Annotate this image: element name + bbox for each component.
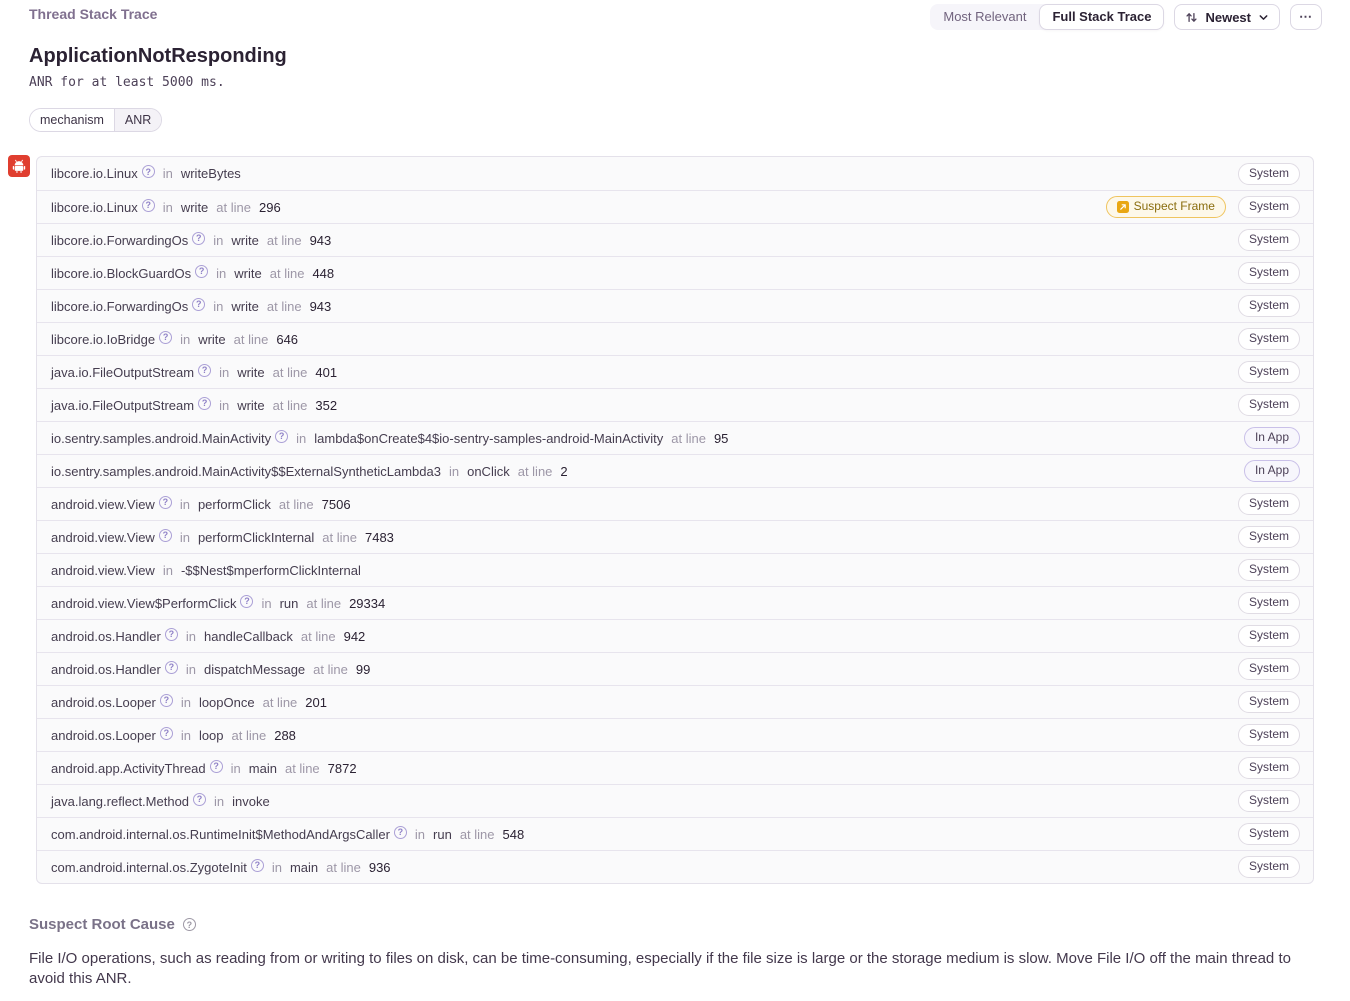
frame-badges bbox=[1238, 361, 1300, 383]
stack-frame-row[interactable] bbox=[37, 223, 1313, 256]
frame-line-number: 548 bbox=[502, 826, 525, 842]
frame-badges bbox=[1106, 196, 1300, 218]
stack-frame-row[interactable] bbox=[37, 685, 1313, 718]
frame-badges bbox=[1238, 262, 1300, 284]
stack-trace-section bbox=[36, 156, 1314, 884]
frame-info bbox=[51, 596, 385, 611]
frame-info bbox=[51, 233, 331, 248]
frame-line-number: 2 bbox=[560, 463, 568, 479]
at-line-label: at line bbox=[517, 463, 553, 479]
stack-frame-row[interactable] bbox=[37, 784, 1313, 817]
help-icon[interactable]: ? bbox=[275, 430, 288, 443]
frame-line-number: 99 bbox=[355, 661, 371, 677]
frame-module: libcore.io.BlockGuardOs bbox=[51, 265, 192, 281]
frame-badges bbox=[1238, 592, 1300, 614]
frame-function: handleCallback bbox=[203, 628, 293, 644]
help-icon[interactable]: ? bbox=[160, 727, 173, 740]
in-label: in bbox=[179, 496, 190, 512]
system-badge: System bbox=[1238, 196, 1300, 218]
stack-frame-row[interactable] bbox=[37, 553, 1313, 586]
frame-function: lambda$onCreate$4$io-sentry-samples-android-MainActivity bbox=[314, 430, 664, 446]
frame-badges bbox=[1238, 823, 1300, 845]
frame-function: invoke bbox=[232, 793, 270, 809]
help-icon[interactable]: ? bbox=[183, 918, 196, 931]
system-badge: System bbox=[1238, 790, 1300, 812]
frame-badges bbox=[1238, 493, 1300, 515]
frame-function: -$$Nest$mperformClickInternal bbox=[180, 562, 361, 578]
frame-module: android.os.Handler bbox=[51, 661, 161, 677]
system-badge: System bbox=[1238, 592, 1300, 614]
help-icon[interactable]: ? bbox=[240, 595, 253, 608]
frame-info bbox=[51, 464, 568, 479]
help-icon[interactable]: ? bbox=[165, 661, 178, 674]
at-line-label: at line bbox=[231, 727, 267, 743]
section-label: Thread Stack Trace bbox=[29, 6, 158, 22]
at-line-label: at line bbox=[272, 364, 308, 380]
frame-badges bbox=[1238, 625, 1300, 647]
stack-frame-row[interactable] bbox=[37, 388, 1313, 421]
at-line-label: at line bbox=[306, 595, 342, 611]
frame-info bbox=[51, 827, 524, 842]
tab-most-relevant[interactable]: Most Relevant bbox=[943, 9, 1027, 24]
help-icon[interactable]: ? bbox=[195, 265, 208, 278]
frame-line-number: 296 bbox=[259, 199, 281, 215]
at-line-label: at line bbox=[300, 628, 336, 644]
frame-badges bbox=[1238, 691, 1300, 713]
system-badge: System bbox=[1238, 658, 1300, 680]
tag-mechanism[interactable] bbox=[29, 108, 162, 132]
in-label: in bbox=[219, 397, 230, 413]
frame-info bbox=[51, 629, 365, 644]
frame-line-number: 352 bbox=[315, 397, 338, 413]
frame-badges bbox=[1238, 526, 1300, 548]
issue-title: ApplicationNotResponding bbox=[29, 45, 287, 67]
frame-info bbox=[51, 530, 394, 545]
frame-line-number: 943 bbox=[309, 232, 332, 248]
frame-function: write bbox=[231, 298, 259, 314]
frame-line-number: 401 bbox=[315, 364, 338, 380]
help-icon[interactable]: ? bbox=[394, 826, 407, 839]
stack-frame-row[interactable] bbox=[37, 322, 1313, 355]
help-icon[interactable]: ? bbox=[159, 529, 172, 542]
in-label: in bbox=[213, 232, 224, 248]
issue-header bbox=[0, 45, 1350, 132]
at-line-label: at line bbox=[313, 661, 348, 677]
frame-module: libcore.io.Linux bbox=[51, 166, 138, 181]
at-line-label: at line bbox=[266, 232, 302, 248]
tab-full-stack-trace[interactable]: Full Stack Trace bbox=[1039, 4, 1164, 30]
tags-row bbox=[29, 108, 1321, 132]
frame-badges bbox=[1238, 559, 1300, 581]
frame-function: onClick bbox=[467, 463, 510, 479]
frame-badges bbox=[1238, 394, 1300, 416]
topbar-controls bbox=[930, 4, 1322, 30]
in-label: in bbox=[180, 727, 191, 743]
frame-line-number: 7506 bbox=[321, 496, 351, 512]
frame-module: android.os.Looper bbox=[51, 694, 156, 710]
frame-line-number: 7483 bbox=[364, 529, 394, 545]
frame-module: java.io.FileOutputStream bbox=[51, 397, 195, 413]
frame-function: dispatchMessage bbox=[203, 661, 306, 677]
help-icon[interactable]: ? bbox=[165, 628, 178, 641]
help-icon[interactable]: ? bbox=[193, 793, 206, 806]
frame-info bbox=[51, 299, 331, 314]
at-line-label: at line bbox=[326, 859, 361, 875]
help-icon[interactable]: ? bbox=[198, 364, 211, 377]
suspect-root-cause-text: File I/O operations, such as reading from or writing to files on disk, can be time-consuming, especially if the file size is large or the storage medium is slow. Move File I/O off the main thread to avoid this ANR. bbox=[29, 950, 1291, 987]
frame-module: java.lang.reflect.Method bbox=[51, 793, 190, 809]
frame-module: libcore.io.ForwardingOs bbox=[51, 232, 189, 248]
frame-info bbox=[51, 860, 391, 875]
frame-module: io.sentry.samples.android.MainActivity bbox=[51, 430, 272, 446]
frame-line-number: 201 bbox=[305, 694, 327, 710]
system-badge: System bbox=[1238, 394, 1300, 416]
frame-badges bbox=[1238, 757, 1300, 779]
in-label: in bbox=[180, 331, 191, 347]
frame-module: android.view.View$PerformClick bbox=[51, 595, 237, 611]
frame-info bbox=[51, 563, 361, 578]
frame-line-number: 936 bbox=[368, 859, 391, 875]
stack-frame-row[interactable] bbox=[37, 289, 1313, 322]
stack-frame-row[interactable] bbox=[37, 619, 1313, 652]
help-icon[interactable]: ? bbox=[251, 859, 264, 872]
in-label: in bbox=[180, 694, 191, 710]
frame-function: main bbox=[248, 760, 277, 776]
in-label: in bbox=[261, 595, 272, 611]
stack-frame-row[interactable] bbox=[37, 586, 1313, 619]
frame-line-number: 943 bbox=[309, 298, 332, 314]
suspect-frame-badge[interactable] bbox=[1106, 196, 1226, 218]
frame-function: performClickInternal bbox=[197, 529, 315, 545]
in-label: in bbox=[230, 760, 241, 776]
frame-info bbox=[51, 200, 281, 215]
stack-frame-row[interactable] bbox=[37, 487, 1313, 520]
stack-frame-row[interactable] bbox=[37, 256, 1313, 289]
sort-dropdown-label: Newest bbox=[1205, 9, 1251, 25]
system-badge: System bbox=[1238, 493, 1300, 515]
in-label: in bbox=[219, 364, 230, 380]
heading-label: Suspect Root Cause bbox=[29, 916, 175, 933]
frame-function: write bbox=[234, 265, 262, 281]
frame-function: write bbox=[237, 364, 265, 380]
in-label: in bbox=[216, 265, 227, 281]
in-label: in bbox=[448, 463, 460, 479]
sort-arrows-icon bbox=[1185, 11, 1198, 24]
system-badge: System bbox=[1238, 229, 1300, 251]
frame-badges bbox=[1238, 295, 1300, 317]
in-label: in bbox=[214, 793, 225, 809]
suspect-root-cause-heading bbox=[29, 916, 1321, 933]
frame-function: main bbox=[289, 859, 319, 875]
frame-badges bbox=[1238, 229, 1300, 251]
stack-frame-row[interactable] bbox=[37, 190, 1313, 223]
view-segmented-control bbox=[930, 4, 1164, 30]
at-line-label: at line bbox=[322, 529, 357, 545]
suspect-frame-label: Suspect Frame bbox=[1133, 199, 1215, 213]
tag-key: mechanism bbox=[30, 109, 114, 131]
in-label: in bbox=[271, 859, 282, 875]
frame-module: com.android.internal.os.ZygoteInit bbox=[51, 859, 247, 875]
chevron-down-icon bbox=[1258, 12, 1269, 23]
at-line-label: at line bbox=[266, 298, 302, 314]
stack-frame-row[interactable] bbox=[37, 355, 1313, 388]
frame-info bbox=[51, 695, 327, 710]
frame-info bbox=[51, 794, 270, 809]
frame-function: write bbox=[198, 331, 226, 347]
stack-trace-table bbox=[36, 156, 1314, 884]
system-badge: System bbox=[1238, 559, 1300, 581]
frame-function: performClick bbox=[197, 496, 271, 512]
frame-info bbox=[51, 431, 728, 446]
frame-module: android.app.ActivityThread bbox=[51, 760, 206, 776]
frame-function: write bbox=[237, 397, 265, 413]
system-badge: System bbox=[1238, 625, 1300, 647]
in-label: in bbox=[179, 529, 190, 545]
stack-frame-row[interactable] bbox=[37, 718, 1313, 751]
frame-info bbox=[51, 332, 298, 347]
at-line-label: at line bbox=[233, 331, 269, 347]
topbar bbox=[0, 0, 1350, 30]
system-badge: System bbox=[1238, 526, 1300, 548]
in-label: in bbox=[185, 628, 196, 644]
frame-module: com.android.internal.os.RuntimeInit$MethodAndArgsCaller bbox=[51, 826, 390, 842]
in-app-badge: In App bbox=[1244, 460, 1300, 482]
stack-frame-row[interactable] bbox=[37, 817, 1313, 850]
frame-module: libcore.io.ForwardingOs bbox=[51, 298, 189, 314]
frame-info bbox=[51, 166, 241, 181]
frame-function: loopOnce bbox=[198, 694, 255, 710]
frame-function: loop bbox=[198, 727, 224, 743]
frame-line-number: 942 bbox=[343, 628, 366, 644]
help-icon[interactable]: ? bbox=[192, 298, 205, 311]
stack-frame-row[interactable] bbox=[37, 157, 1313, 190]
system-badge: System bbox=[1238, 328, 1300, 350]
stack-frame-row[interactable] bbox=[37, 454, 1313, 487]
system-badge: System bbox=[1238, 691, 1300, 713]
frame-module: android.view.View bbox=[51, 562, 155, 578]
at-line-label: at line bbox=[459, 826, 495, 842]
frame-line-number: 448 bbox=[312, 265, 335, 281]
system-badge: System bbox=[1238, 262, 1300, 284]
in-label: in bbox=[162, 199, 173, 215]
stack-frame-row[interactable] bbox=[37, 520, 1313, 553]
frame-info bbox=[51, 728, 296, 743]
at-line-label: at line bbox=[284, 760, 320, 776]
frame-badges bbox=[1238, 856, 1300, 878]
stack-frame-row[interactable] bbox=[37, 652, 1313, 685]
frame-line-number: 288 bbox=[274, 727, 296, 743]
at-line-label: at line bbox=[278, 496, 314, 512]
stack-frame-row[interactable] bbox=[37, 850, 1313, 883]
suspect-root-cause-section bbox=[0, 916, 1350, 989]
frame-info bbox=[51, 365, 337, 380]
frame-badges bbox=[1238, 163, 1300, 185]
external-link-icon bbox=[1117, 201, 1129, 213]
frame-module: libcore.io.Linux bbox=[51, 199, 138, 215]
frame-function: run bbox=[433, 826, 452, 842]
frame-badges bbox=[1238, 328, 1300, 350]
frame-function: writeBytes bbox=[180, 166, 241, 181]
frame-module: android.os.Handler bbox=[51, 628, 161, 644]
frame-info bbox=[51, 761, 357, 776]
frame-function: write bbox=[180, 199, 209, 215]
frame-badges bbox=[1238, 658, 1300, 680]
frame-info bbox=[51, 497, 351, 512]
frame-module: android.view.View bbox=[51, 529, 155, 545]
frame-module: io.sentry.samples.android.MainActivity$$ExternalSyntheticLambda3 bbox=[51, 463, 441, 479]
at-line-label: at line bbox=[262, 694, 298, 710]
system-badge: System bbox=[1238, 757, 1300, 779]
more-options-button[interactable]: ⋯ bbox=[1290, 4, 1322, 30]
in-label: in bbox=[185, 661, 196, 677]
help-icon[interactable]: ? bbox=[142, 165, 155, 178]
system-badge: System bbox=[1238, 823, 1300, 845]
frame-module: android.os.Looper bbox=[51, 727, 156, 743]
system-badge: System bbox=[1238, 163, 1300, 185]
stack-frame-row[interactable] bbox=[37, 751, 1313, 784]
sort-dropdown[interactable] bbox=[1174, 4, 1280, 30]
system-badge: System bbox=[1238, 856, 1300, 878]
at-line-label: at line bbox=[269, 265, 305, 281]
help-icon[interactable]: ? bbox=[160, 694, 173, 707]
stack-frame-row[interactable] bbox=[37, 421, 1313, 454]
android-platform-icon bbox=[8, 155, 30, 177]
in-label: in bbox=[162, 562, 173, 578]
frame-info bbox=[51, 266, 334, 281]
system-badge: System bbox=[1238, 361, 1300, 383]
in-label: in bbox=[213, 298, 224, 314]
at-line-label: at line bbox=[671, 430, 706, 446]
in-label: in bbox=[296, 430, 307, 446]
in-app-badge: In App bbox=[1244, 427, 1300, 449]
help-icon[interactable]: ? bbox=[159, 496, 172, 509]
frame-line-number: 646 bbox=[276, 331, 299, 347]
frame-function: write bbox=[231, 232, 259, 248]
frame-badges bbox=[1244, 427, 1300, 449]
system-badge: System bbox=[1238, 295, 1300, 317]
frame-badges bbox=[1238, 724, 1300, 746]
help-icon[interactable]: ? bbox=[142, 199, 155, 212]
help-icon[interactable]: ? bbox=[198, 397, 211, 410]
frame-module: java.io.FileOutputStream bbox=[51, 364, 195, 380]
help-icon[interactable]: ? bbox=[192, 232, 205, 245]
frame-line-number: 7872 bbox=[327, 760, 357, 776]
in-label: in bbox=[162, 166, 173, 181]
system-badge: System bbox=[1238, 724, 1300, 746]
in-label: in bbox=[414, 826, 426, 842]
frame-line-number: 95 bbox=[713, 430, 729, 446]
frame-info bbox=[51, 662, 370, 677]
frame-module: libcore.io.IoBridge bbox=[51, 331, 156, 347]
frame-line-number: 29334 bbox=[349, 595, 386, 611]
frame-badges bbox=[1244, 460, 1300, 482]
at-line-label: at line bbox=[272, 397, 308, 413]
at-line-label: at line bbox=[216, 199, 251, 215]
frame-function: run bbox=[279, 595, 299, 611]
tag-value: ANR bbox=[114, 109, 161, 131]
frame-info bbox=[51, 398, 337, 413]
issue-subtitle: ANR for at least 5000 ms. bbox=[29, 75, 225, 90]
help-icon[interactable]: ? bbox=[159, 331, 172, 344]
frame-badges bbox=[1238, 790, 1300, 812]
frame-module: android.view.View bbox=[51, 496, 155, 512]
help-icon[interactable]: ? bbox=[210, 760, 223, 773]
